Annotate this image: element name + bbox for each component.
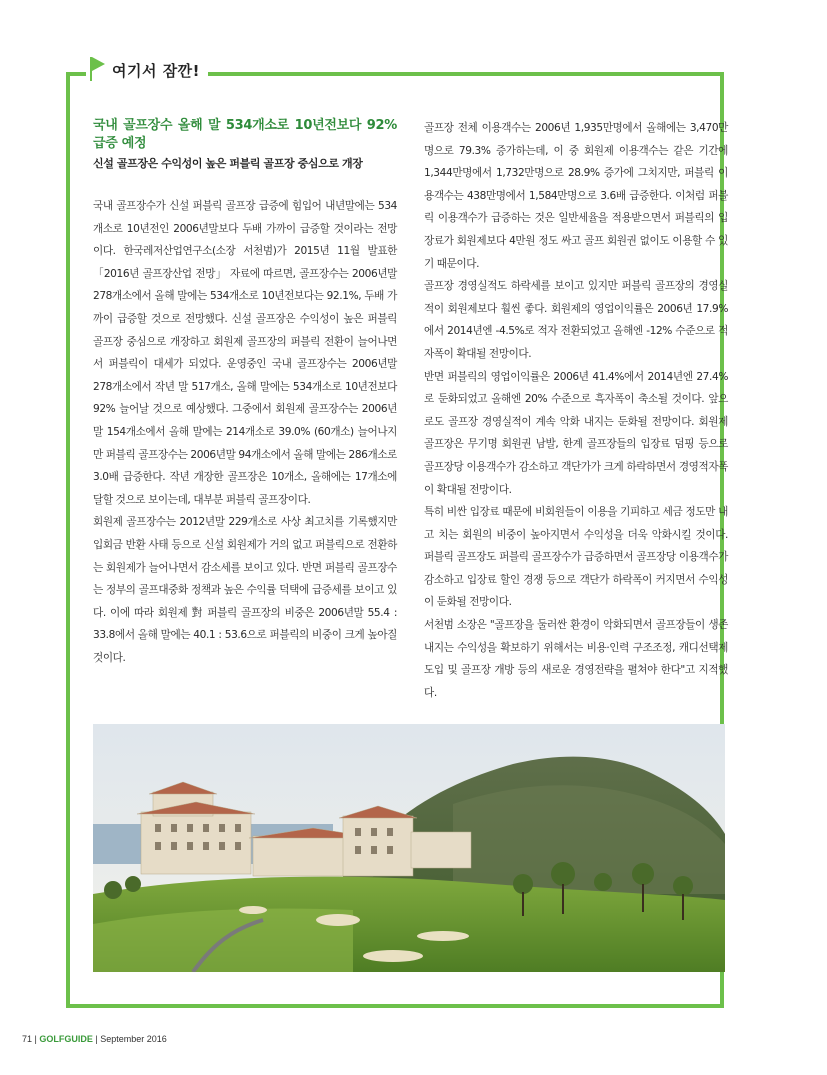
body-paragraph: 서천범 소장은 "골프장을 둘러싼 환경이 악화되면서 골프장들이 생존 내지는 수익성을 확보하기 위해서는 비용·인력 구조조정, 캐디선택제 도입 및 골프장 개방 등의 새로운 경영전략을 펼쳐야 한다"고 지적했다. <box>424 619 728 699</box>
magazine-brand: GOLFGUIDE <box>39 1034 93 1044</box>
section-tab <box>86 52 208 88</box>
body-paragraph: 특히 비싼 입장료 때문에 비회원들이 이용을 기피하고 세금 정도만 내고 치는 회원의 비중이 높아지면서 수익성을 더욱 악화시킬 것이다. 퍼블릭 골프장도 퍼블릭 골프장수가 급증하면서 골프장당 이용객수가 감소하고 입장료 할인 경쟁 등으로 객단가 하락폭이 커지면서 수익성이 둔화될 전망이다. <box>424 506 728 609</box>
body-paragraph: 회원제 골프장수는 2012년말 229개소로 사상 최고치를 기록했지만 입회금 반환 사태 등으로 신설 회원제가 거의 없고 퍼블릭으로 전환하는 회원제가 늘어나면서 감소세를 보이고 있다. 반면 퍼블릭 골프장수는 정부의 골프대중화 정책과 높은 수익률 덕택에 급증세를 보이고 있다. 이에 따라 회원제 對 퍼블릭 골프장의 비중은 2006년말 55.4 : 33.8에서 올해 말에는 40.1 : 53.6으로 퍼블릭의 비중이 크게 높아질 것이다. <box>93 516 397 664</box>
body-paragraph: 골프장 전체 이용객수는 2006년 1,935만명에서 올해에는 3,470만명으로 79.3% 증가하는데, 이 중 회원제 이용객수는 같은 기간에 1,344만명에서 1,732만명으로 28.9% 증가에 그치지만, 퍼블릭 이용객수는 438만명에서 1,584만명으로 3.6배 급증한다. 이처럼 퍼블릭 이용객수가 급증하는 것은 일반세율을 적용받으면서 퍼블릭의 입장료가 회원제보다 4만원 정도 싸고 골프 회원권 없이도 이용할 수 있기 때문이다. <box>424 122 728 270</box>
article-subhead: 신설 골프장은 수익성이 높은 퍼블릭 골프장 중심으로 개장 <box>93 157 363 170</box>
article-headline: 국내 골프장수 올해 말 534개소로 10년전보다 92% 급증 예정 <box>93 118 397 151</box>
body-paragraph: 골프장 경영실적도 하락세를 보이고 있지만 퍼블릭 골프장의 경영실적이 회원제보다 훨씬 좋다. 회원제의 영업이익률은 2006년 17.9%에서 2014년엔 -4.5%로 적자 전환되었고 올해엔 -12% 수준으로 적자폭이 확대될 전망이다. <box>424 280 728 360</box>
right-column <box>424 117 728 704</box>
issue-date: September 2016 <box>100 1034 167 1044</box>
body-paragraph: 국내 골프장수가 신설 퍼블릭 골프장 급증에 힘입어 내년말에는 534개소로 10년전인 2006년말보다 두배 가까이 급증할 것이라는 전망이다. 한국레저산업연구소(소장 서천범)가 2015년 11월 발표한 「2016년 골프장산업 전망」 자료에 따르면, 골프장수는 2006년말 278개소에서 올해 말에는 534개소로 10년전보다는 92.1%, 두배 가까이 급증할 것으로 전망했다. 신설 골프장은 수익성이 높은 퍼블릭 골프장 중심으로 개장하고 회원제 골프장의 퍼블릭 전환이 늘어나면서 퍼블릭이 대세가 되었다. 운영중인 국내 골프장수는 2006년말 278개소에서 작년 말 517개소, 올해 말에는 534개소로 10년전보다 92% 늘어날 것으로 예상했다. 그중에서 회원제 골프장수는 2006년말 154개소에서 올해 말에는 214개소로 39.0% (60개소) 늘어나지만 퍼블릭 골프장수는 2006년말 94개소에서 올해 말에는 286개소로 3.0배 급증한다. 작년 개장한 골프장은 10개소, 올해에는 17개소에 달할 것으로 보이는데, 대부분 퍼블릭 골프장이다. <box>93 200 398 506</box>
page-number: 71 <box>22 1034 33 1044</box>
left-column <box>93 117 397 669</box>
golf-course-photo <box>93 724 725 972</box>
golf-flag-icon <box>88 55 108 85</box>
footer-separator: | <box>92 1034 101 1044</box>
section-title: 여기서 잠깐! <box>112 61 201 80</box>
footer-separator: | <box>32 1034 40 1044</box>
page-footer <box>22 1034 167 1044</box>
body-paragraph: 반면 퍼블릭의 영업이익률은 2006년 41.4%에서 2014년엔 27.4%로 둔화되었고 올해엔 20% 수준으로 흑자폭이 축소될 것이다. 앞으로도 골프장 경영실적이 계속 악화 내지는 둔화될 전망이다. 회원제 골프장은 무기명 회원권 남발, 한계 골프장들의 입장료 덤핑 등으로 골프장당 이용객수가 감소하고 객단가가 크게 하락하면서 경영적자폭이 확대될 전망이다. <box>424 370 728 496</box>
